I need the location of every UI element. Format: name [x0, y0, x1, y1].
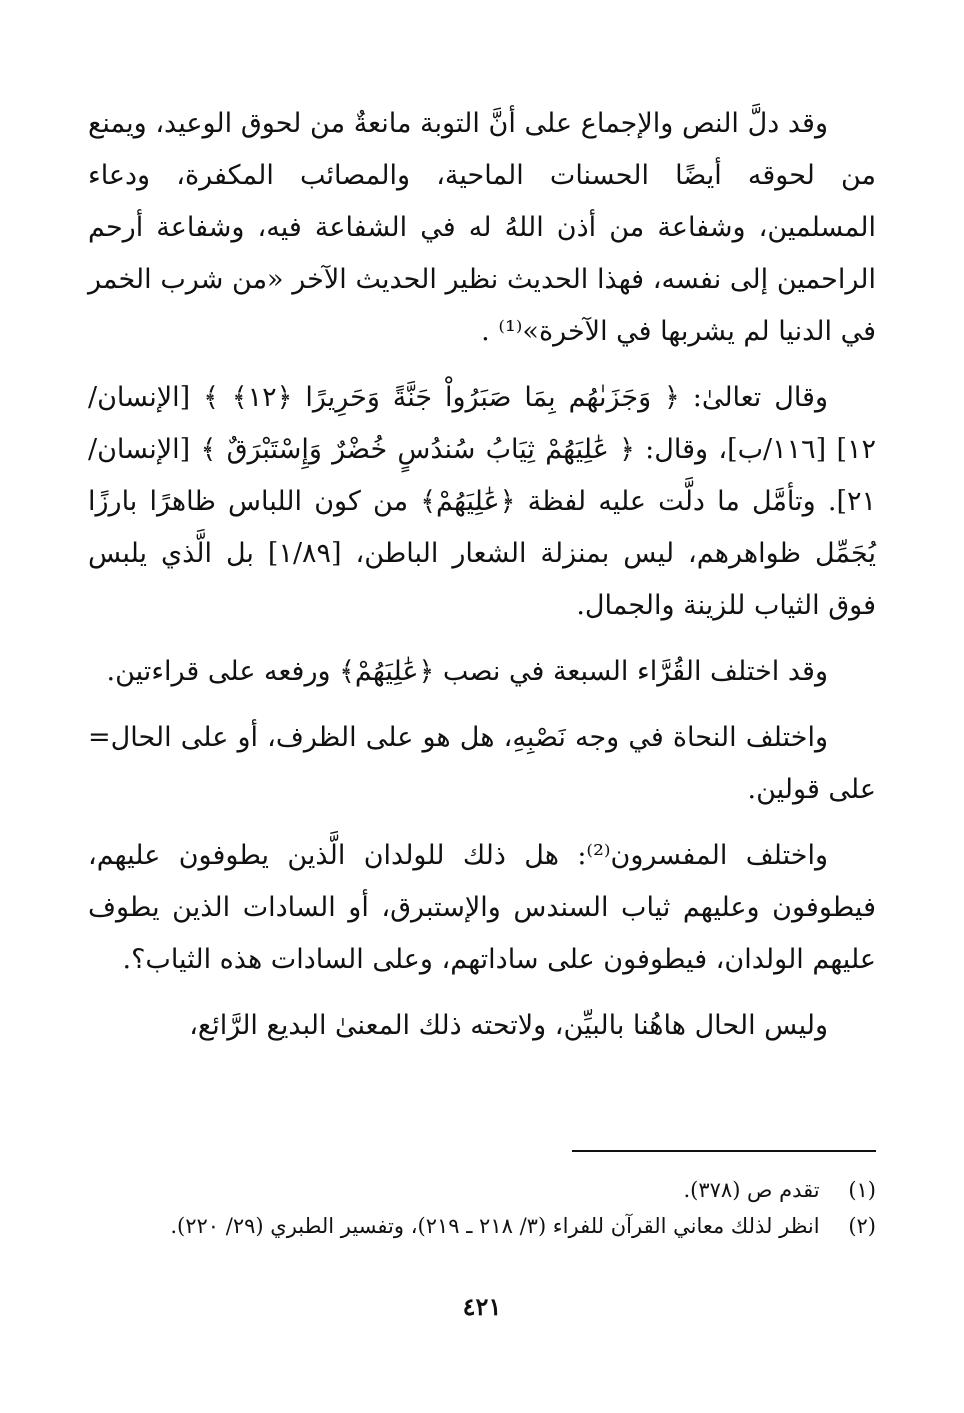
paragraph-2: وقال تعالىٰ: ﴿ وَجَزَىٰهُم بِمَا صَبَرُواْ جَنَّةً وَحَرِيرًا ﴿١٢﴾ ﴾ [الإنسان/ ١٢] [١١٦/ب]، وقال: ﴿ عَٰلِيَهُمْ ثِيَابُ سُندُسٍ خُضْرٌ وَإِسْتَبْرَقٌ ﴾ [الإنسان/ ٢١]. وتأمَّل ما دلَّت عليه لفظة ﴿عَٰلِيَهُمْ﴾ من كون اللباس ظاهرًا بارزًا يُجَمِّل ظواهرهم، ليس بمنزلة الشعار الباطن، [١/٨٩] بل الَّذي يلبس فوق الثياب للزينة والجمال.	[88, 382, 877, 621]
paragraph-6: وليس الحال هاهُنا بالبيِّن، ولاتحته ذلك المعنىٰ البديع الرَّائع،	[189, 1010, 828, 1041]
page-number: ٤٢١	[462, 1292, 502, 1321]
paragraph-1: وقد دلَّ النص والإجماع على أنَّ التوبة مانعةٌ من لحوق الوعيد، ويمنع من لحوقه أيضًا الحسنات الماحية، والمصائب المكفرة، ودعاء المسلمين، وشفاعة من أذن اللهُ له في الشفاعة فيه، وشفاعة أرحم الراحمين إلى نفسه، فهذا الحديث نظير الحديث الآخر «من شرب الخمر في الدنيا لم يشربها في الآخرة»⁽¹⁾ .	[88, 108, 876, 347]
paragraph-5: واختلف المفسرون⁽²⁾: هل ذلك للولدان الَّذين يطوفون عليهم، فيطوفون وعليهم ثياب السندس والإستبرق، أو السادات الذين يطوف عليهم الولدان، فيطوفون على ساداتهم، وعلى السادات هذه الثياب؟.	[88, 840, 876, 975]
body-text	[88, 98, 876, 1066]
paragraph-4: واختلف النحاة في وجه نَصْبِهِ، هل هو على الظرف، أو على الحال= على قولين.	[88, 722, 876, 805]
footnote-1	[88, 1172, 876, 1208]
footnote-text: انظر لذلك معاني القرآن للفراء (٣/ ٢١٨ ـ ٢١٩)، وتفسير الطبري (٢٩/ ٢٢٠).	[170, 1214, 820, 1238]
footnote-text: تقدم ص (٣٧٨).	[683, 1178, 820, 1202]
footnote-separator	[572, 1150, 876, 1152]
footnote-number: (٢)	[848, 1214, 876, 1238]
paragraph-3: وقد اختلف القُرَّاء السبعة في نصب ﴿عَٰلِيَهُمْ﴾ ورفعه على قراءتين.	[106, 656, 828, 687]
footnote-2	[88, 1208, 876, 1244]
footnotes	[88, 1172, 876, 1244]
footnote-number: (١)	[848, 1178, 876, 1202]
